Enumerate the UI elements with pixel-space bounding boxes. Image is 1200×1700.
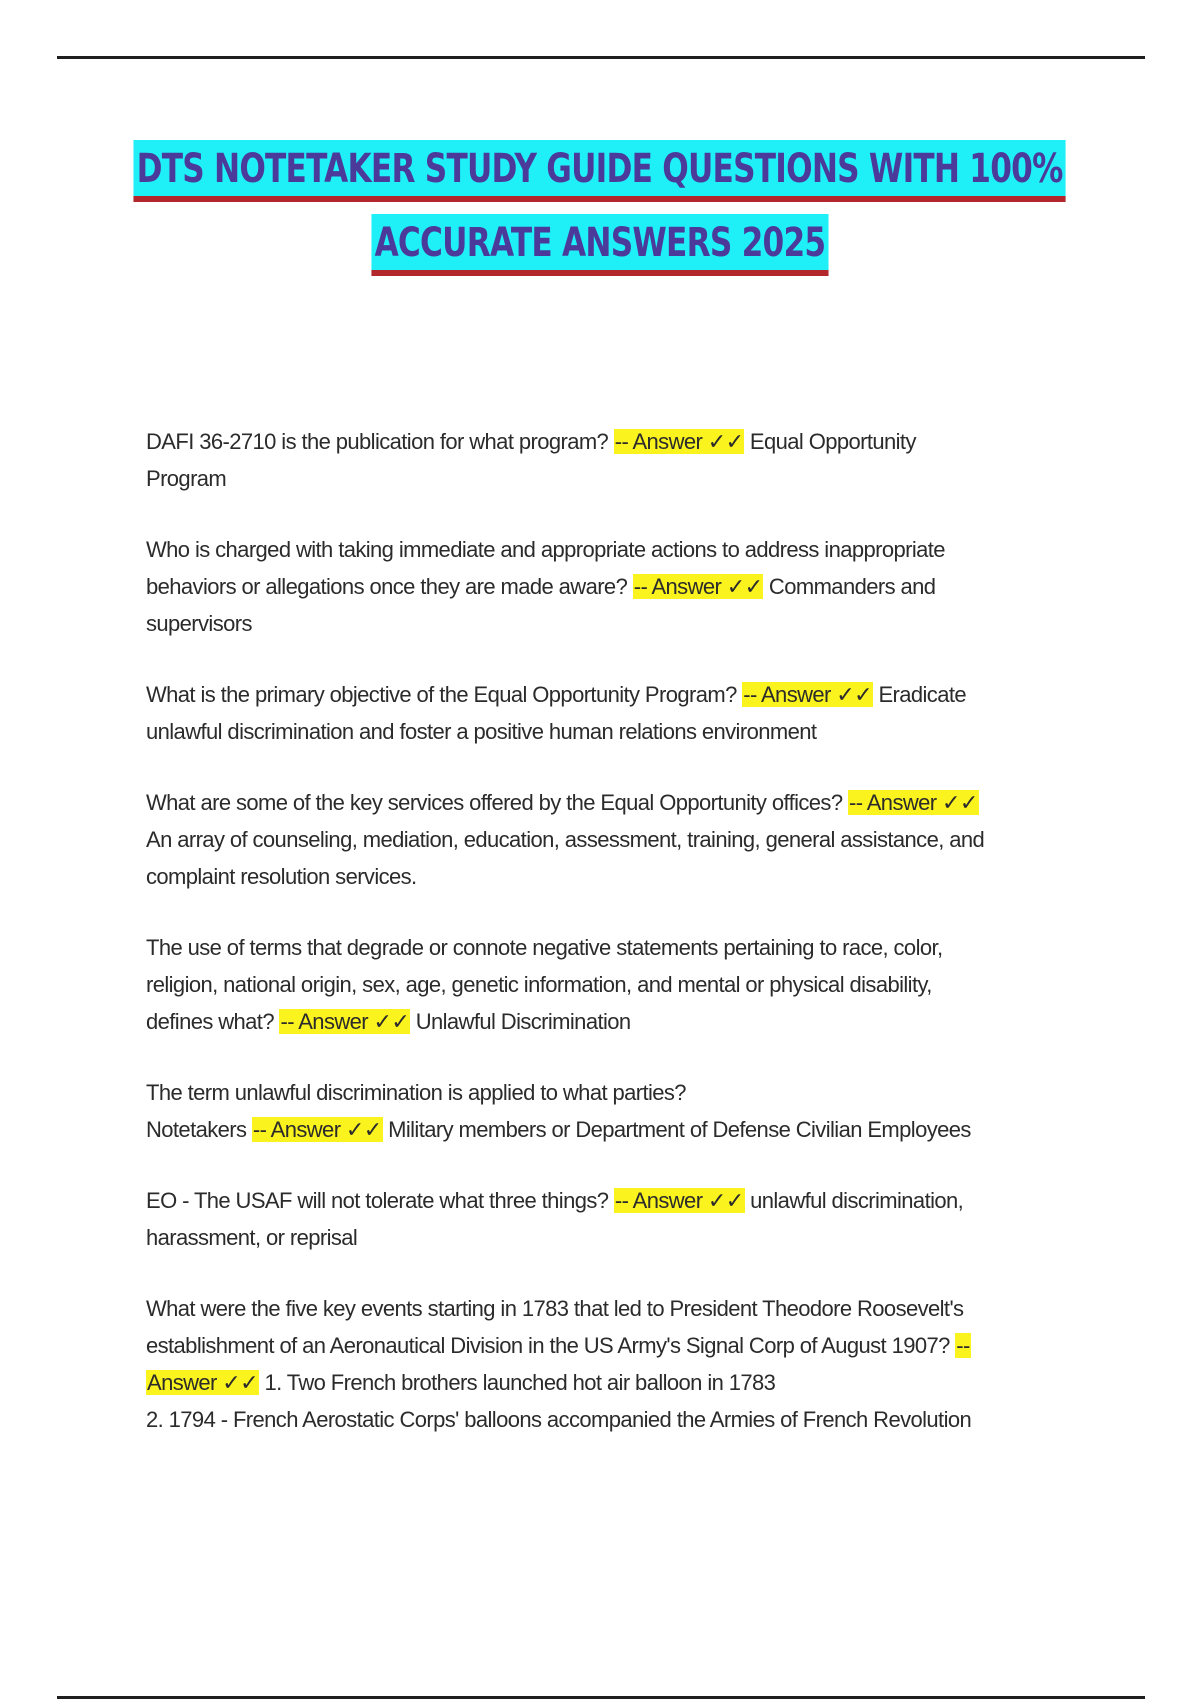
answer-marker: -- Answer ✓✓ (743, 682, 872, 707)
qa-line (146, 713, 1086, 750)
qa-line (146, 1364, 1086, 1401)
question-text: establishment of an Aeronautical Division in the US Army's Signal Corp of August 1907? (146, 1333, 956, 1358)
answer-text: Unlawful Discrimination (410, 1009, 631, 1034)
answer-text: 1. Two French brothers launched hot air balloon in 1783 (258, 1370, 776, 1395)
question-text: DAFI 36-2710 is the publication for what program? (146, 429, 614, 454)
qa-line (146, 858, 1086, 895)
question-text: The term unlawful discrimination is applied to what parties? (146, 1080, 686, 1105)
question-text: Who is charged with taking immediate and appropriate actions to address inappropriate (146, 537, 945, 562)
document-title (0, 140, 1200, 288)
qa-item (146, 1182, 1086, 1256)
question-text: religion, national origin, sex, age, genetic information, and mental or physical disability, (146, 972, 932, 997)
answer-marker: -- Answer ✓✓ (280, 1009, 410, 1034)
answer-text: unlawful discrimination and foster a positive human relations environment (146, 719, 817, 744)
qa-line (146, 1074, 1086, 1111)
question-text: defines what? (146, 1009, 280, 1034)
question-text: What are some of the key services offered by the Equal Opportunity offices? (146, 790, 848, 815)
answer-marker: -- Answer ✓✓ (848, 790, 978, 815)
answer-text: Equal Opportunity (744, 429, 916, 454)
qa-line (146, 531, 1086, 568)
qa-line (146, 1327, 1086, 1364)
qa-item (146, 929, 1086, 1040)
qa-line (146, 966, 1086, 1003)
answer-text: Eradicate (872, 682, 966, 707)
qa-line (146, 423, 1086, 460)
question-text: What were the five key events starting in 1783 that led to President Theodore Roosevelt's (146, 1296, 964, 1321)
answer-text: complaint resolution services. (146, 864, 417, 889)
qa-item (146, 531, 1086, 642)
answer-text: Commanders and (763, 574, 936, 599)
qa-line (146, 1401, 1086, 1438)
title-line-2: ACCURATE ANSWERS 2025 (371, 214, 828, 276)
answer-text: Program (146, 466, 227, 491)
qa-line (146, 568, 1086, 605)
qa-line (146, 784, 1086, 821)
qa-item (146, 1290, 1086, 1438)
answer-marker: -- (956, 1333, 970, 1358)
header-rule (57, 56, 1145, 59)
answer-marker: -- Answer ✓✓ (633, 574, 763, 599)
qa-line (146, 929, 1086, 966)
footer-rule (57, 1696, 1145, 1699)
qa-item (146, 1074, 1086, 1148)
answer-text: Military members or Department of Defense Civilian Employees (382, 1117, 971, 1142)
answer-marker: -- Answer ✓✓ (614, 1188, 744, 1213)
qa-item (146, 784, 1086, 895)
question-text: behaviors or allegations once they are made aware? (146, 574, 633, 599)
qa-line (146, 1003, 1086, 1040)
question-text: The use of terms that degrade or connote negative statements pertaining to race, color, (146, 935, 943, 960)
qa-line (146, 1111, 1086, 1148)
answer-marker: Answer ✓✓ (147, 1370, 258, 1395)
qa-line (146, 1182, 1086, 1219)
answer-text: An array of counseling, mediation, education, assessment, training, general assistance, and (146, 827, 985, 852)
answer-text: 2. 1794 - French Aerostatic Corps' balloons accompanied the Armies of French Revolution (146, 1407, 972, 1432)
qa-list (146, 423, 1086, 1472)
question-text: EO - The USAF will not tolerate what three things? (146, 1188, 614, 1213)
question-text: What is the primary objective of the Equal Opportunity Program? (146, 682, 743, 707)
qa-item (146, 676, 1086, 750)
qa-line (146, 605, 1086, 642)
answer-text: unlawful discrimination, (744, 1188, 964, 1213)
qa-line (146, 821, 1086, 858)
qa-line (146, 676, 1086, 713)
qa-line (146, 1290, 1086, 1327)
qa-line (146, 1219, 1086, 1256)
answer-text: supervisors (146, 611, 252, 636)
question-text: Notetakers (146, 1117, 252, 1142)
answer-text: harassment, or reprisal (146, 1225, 358, 1250)
qa-item (146, 423, 1086, 497)
title-line-1: DTS NOTETAKER STUDY GUIDE QUESTIONS WITH 100% (134, 140, 1066, 202)
qa-line (146, 460, 1086, 497)
answer-marker: -- Answer ✓✓ (614, 429, 744, 454)
answer-marker: -- Answer ✓✓ (252, 1117, 382, 1142)
